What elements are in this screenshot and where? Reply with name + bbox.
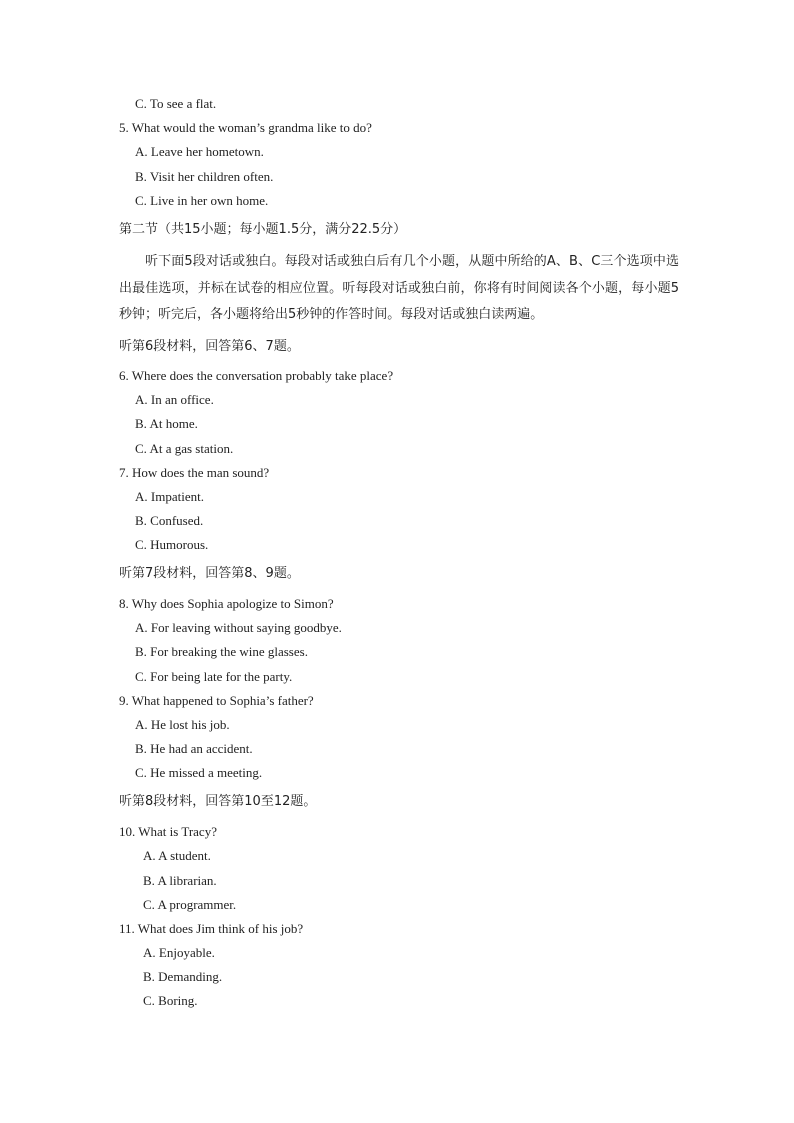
option-b-q9: B. He had an accident. [135, 741, 253, 756]
option-b-q5: B. Visit her children often. [135, 169, 274, 184]
option-a-q5: A. Leave her hometown. [135, 144, 264, 159]
option-c-q9: C. He missed a meeting. [135, 765, 263, 780]
material-7-heading: 听第7段材料，回答第8、9题。 [119, 566, 300, 581]
question-9: 9. What happened to Sophia’s father? [119, 693, 314, 708]
question-11: 11. What does Jim think of his job? [119, 921, 304, 936]
option-a-q10: A. A student. [143, 848, 211, 863]
option-a-q9: A. He lost his job. [135, 717, 230, 732]
question-8: 8. Why does Sophia apologize to Simon? [119, 596, 334, 611]
option-b-q7: B. Confused. [135, 513, 204, 528]
question-5: 5. What would the woman’s grandma like to do? [119, 120, 372, 135]
material-8-heading: 听第8段材料，回答第10至12题。 [119, 794, 317, 809]
option-a-q11: A. Enjoyable. [143, 945, 215, 960]
question-6: 6. Where does the conversation probably take place? [119, 368, 394, 383]
option-b-q8: B. For breaking the wine glasses. [135, 644, 308, 659]
option-b-q10: B. A librarian. [143, 873, 217, 888]
option-a-q7: A. Impatient. [135, 489, 204, 504]
option-b-q6: B. At home. [135, 416, 198, 431]
option-c-q6: C. At a gas station. [135, 441, 234, 456]
question-10: 10. What is Tracy? [119, 824, 217, 839]
option-c-q7: C. Humorous. [135, 537, 209, 552]
material-6-heading: 听第6段材料，回答第6、7题。 [119, 339, 300, 354]
option-c-q5: C. Live in her own home. [135, 193, 269, 208]
option-c-q11: C. Boring. [143, 993, 198, 1008]
option-c-q4: C. To see a flat. [135, 96, 217, 111]
option-b-q11: B. Demanding. [143, 969, 223, 984]
question-7: 7. How does the man sound? [119, 465, 270, 480]
option-a-q8: A. For leaving without saying goodbye. [135, 620, 342, 635]
section-2-heading: 第二节（共15小题；每小题1.5分，满分22.5分） [119, 222, 407, 237]
option-a-q6: A. In an office. [135, 392, 214, 407]
option-c-q10: C. A programmer. [143, 897, 237, 912]
section-2-instructions: 听下面5段对话或独白。每段对话或独白后有几个小题，从题中所给的A、B、C三个选项中选出最佳选项，并标在试卷的相应位置。听每段对话或独白前，你将有时间阅读各个小题，每小题5秒钟；听完后，各小题将给出5秒钟的作答时间。每段对话或独白读两遍。 [119, 254, 679, 322]
option-c-q8: C. For being late for the party. [135, 669, 293, 684]
